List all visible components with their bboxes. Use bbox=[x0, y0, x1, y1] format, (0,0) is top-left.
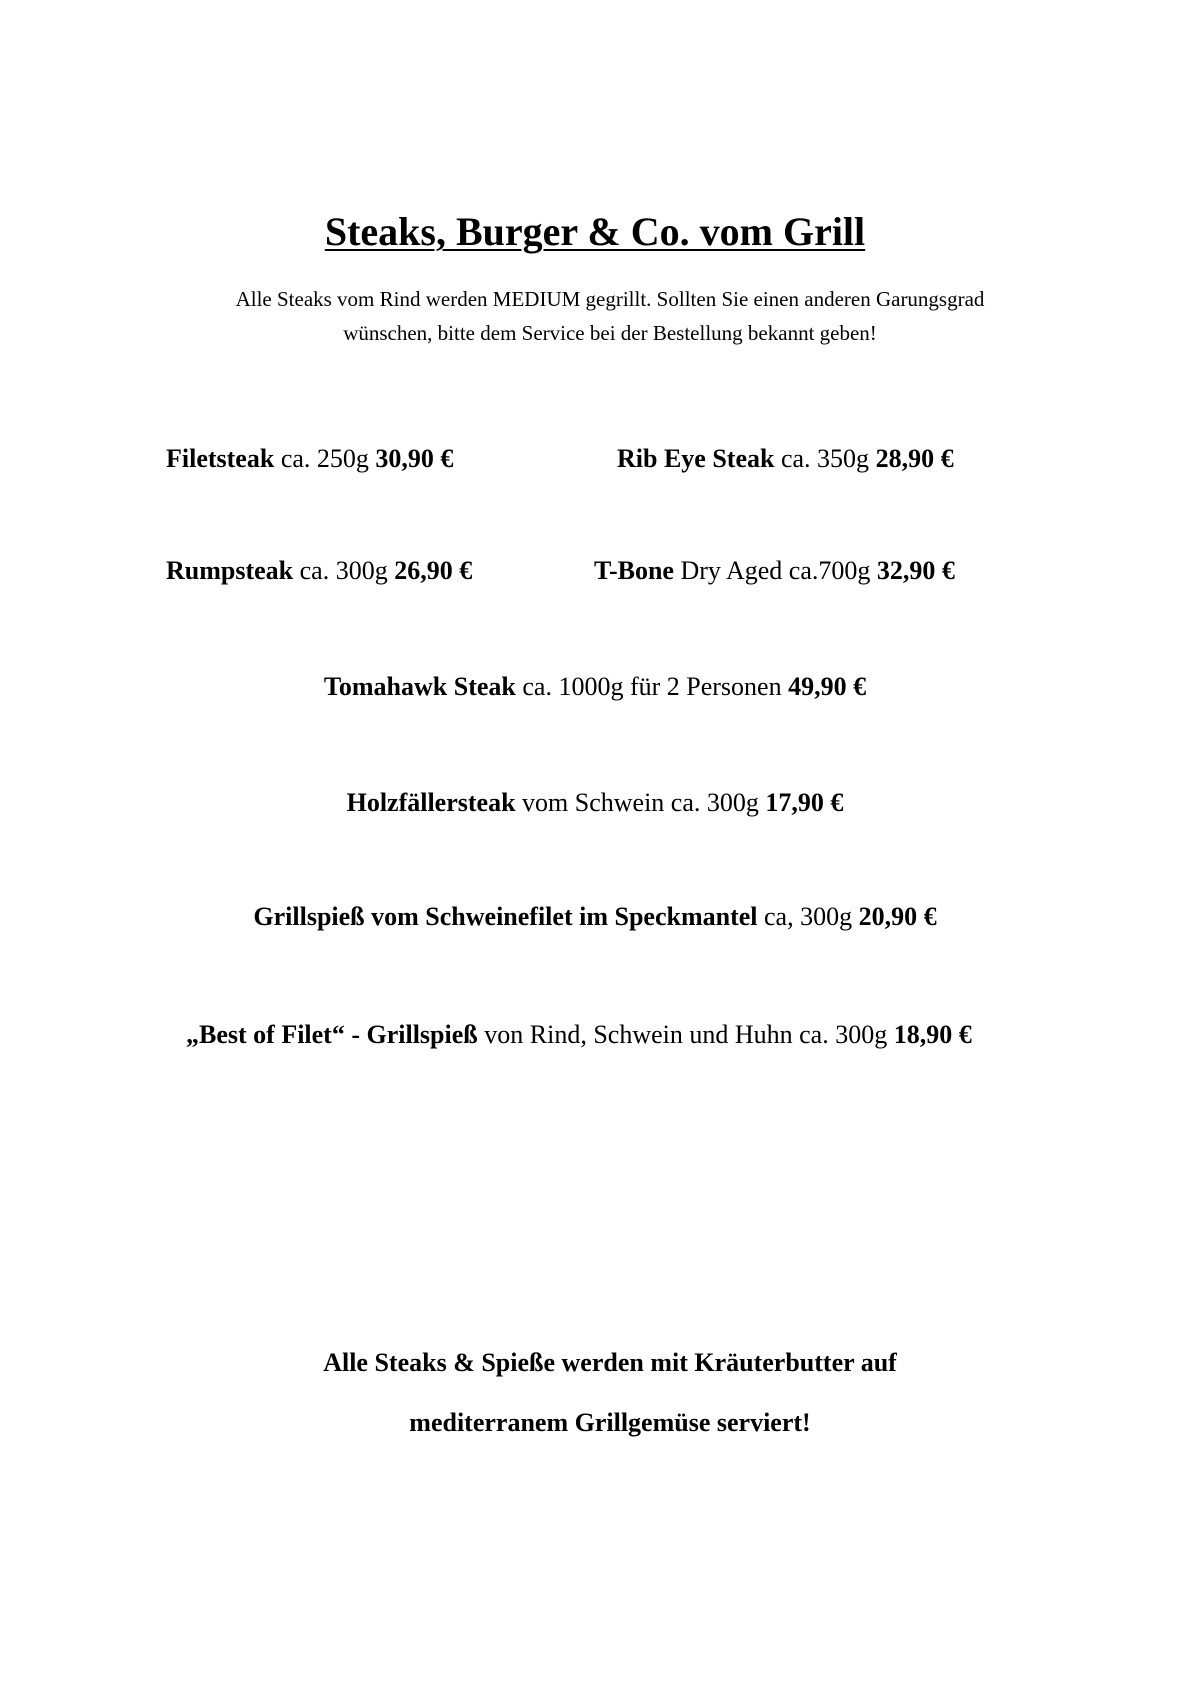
intro-line-1: Alle Steaks vom Rind werden MEDIUM gegrillt. Sollten Sie einen anderen Garungsgrad bbox=[235, 287, 985, 311]
item-detail: ca. 300g bbox=[293, 556, 395, 585]
item-detail: ca. 250g bbox=[274, 444, 376, 473]
item-name: Holzfällersteak bbox=[346, 788, 516, 817]
item-detail: ca. 1000g für 2 Personen bbox=[515, 672, 789, 701]
closing-line-2: mediterranem Grillgemüse serviert! bbox=[409, 1408, 811, 1437]
item-name: „Best of Filet“ - Grillspieß bbox=[186, 1020, 478, 1049]
intro-note bbox=[160, 282, 1060, 350]
item-price: 26,90 € bbox=[394, 556, 473, 585]
item-detail: ca, 300g bbox=[757, 902, 859, 931]
menu-item-t-bone bbox=[594, 554, 955, 588]
item-price: 49,90 € bbox=[788, 672, 867, 701]
item-detail: von Rind, Schwein und Huhn ca. 300g bbox=[477, 1020, 894, 1049]
item-price: 28,90 € bbox=[875, 444, 954, 473]
menu-item-rib-eye-steak bbox=[617, 442, 954, 476]
item-price: 20,90 € bbox=[858, 902, 937, 931]
item-price: 32,90 € bbox=[876, 556, 955, 585]
menu-item-holzfaellersteak bbox=[0, 786, 1190, 820]
menu-item-filetsteak bbox=[166, 442, 453, 476]
item-price: 18,90 € bbox=[893, 1020, 972, 1049]
item-name: Rib Eye Steak bbox=[617, 444, 775, 473]
menu-item-tomahawk-steak bbox=[0, 670, 1190, 704]
item-name: Rumpsteak bbox=[166, 556, 294, 585]
item-name: Grillspieß vom Schweinefilet im Speckmantel bbox=[253, 902, 758, 931]
item-detail: vom Schwein ca. 300g bbox=[515, 788, 766, 817]
menu-item-best-of-filet bbox=[186, 1018, 972, 1052]
menu-item-rumpsteak bbox=[166, 554, 472, 588]
menu-item-grillspiess-schweinefilet bbox=[0, 900, 1190, 934]
item-price: 30,90 € bbox=[375, 444, 454, 473]
menu-title: Steaks, Burger & Co. vom Grill bbox=[324, 209, 866, 254]
item-name: Filetsteak bbox=[166, 444, 275, 473]
item-price: 17,90 € bbox=[765, 788, 844, 817]
item-detail: ca. 350g bbox=[774, 444, 876, 473]
item-name: T-Bone bbox=[594, 556, 674, 585]
item-detail: Dry Aged ca.700g bbox=[673, 556, 877, 585]
item-name: Tomahawk Steak bbox=[323, 672, 516, 701]
intro-line-2: wünschen, bitte dem Service bei der Bestellung bekannt geben! bbox=[343, 321, 877, 345]
closing-line-1: Alle Steaks & Spieße werden mit Kräuterbutter auf bbox=[323, 1348, 897, 1377]
